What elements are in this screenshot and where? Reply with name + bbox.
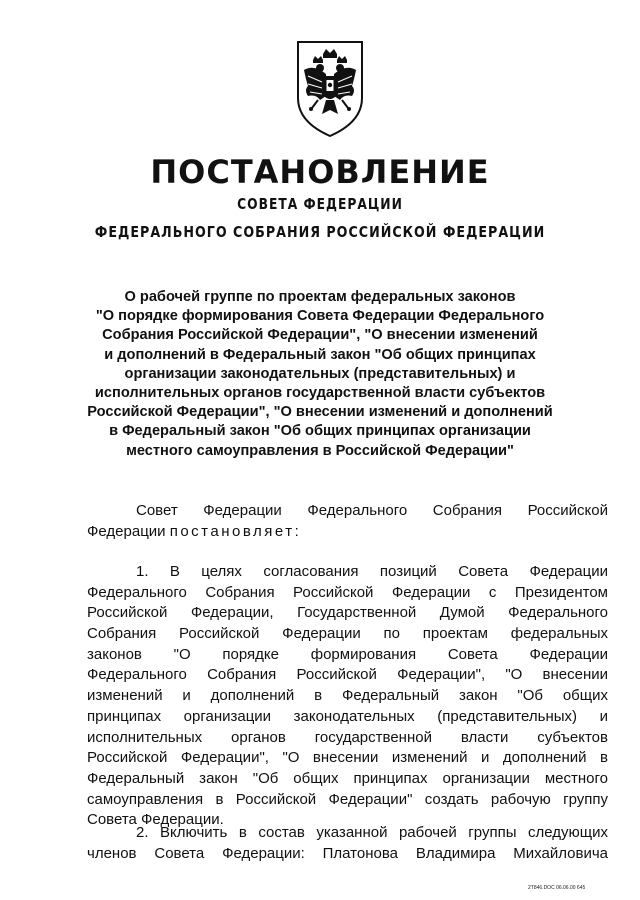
document-type-title: ПОСТАНОВЛЕНИЕ (150, 153, 490, 191)
subject-line: местного самоуправления в Российской Федерации" (126, 442, 514, 459)
item-2-line: членов Совета Федерации: Платонова Владимира Михайловича (87, 844, 608, 862)
item-1-line: изменений и дополнений в Федеральный закон "Об общих (87, 687, 608, 705)
item-1-line: Федерального Собрания Российской Федерации", "О внесении (87, 666, 608, 684)
item-1-line: законов "О порядке формирования Совета Федерации (87, 645, 608, 663)
item-1-line: Федеральный закон "Об общих принципах организации местного (87, 769, 608, 787)
subject-line: "О порядке формирования Совета Федерации Федерального (95, 308, 545, 325)
subject-line: Собрания Российской Федерации", "О внесении изменений (102, 327, 538, 344)
item-1-line: 1. В целях согласования позиций Совета Федерации (136, 563, 608, 580)
item-1-line: Федерального Собрания Российской Федерации с Президентом (87, 583, 608, 601)
subject-line: в Федеральный закон "Об общих принципах организации (109, 423, 531, 440)
subject-line: организации законодательных (представительных) и (124, 365, 516, 382)
coat-of-arms-icon (296, 40, 364, 138)
file-reference: 2T846.DOC 06.06.00 645 (528, 885, 586, 891)
item-1-line: самоуправления в Российской Федерации" создать рабочую группу (87, 790, 608, 808)
subject-line: Российской Федерации", "О внесении изменений и дополнений (87, 404, 553, 421)
item-1-line: Совета Федерации. (87, 811, 224, 829)
item-2-line: 2. Включить в состав указанной рабочей группы следующих (136, 824, 608, 841)
issuer-line-1: СОВЕТА ФЕДЕРАЦИИ (237, 195, 403, 213)
item-1-line: Собрания Российской Федерации по проектам федеральных (87, 625, 608, 643)
subject-line: О рабочей группе по проектам федеральных законов (124, 289, 516, 305)
intro-line: Совет Федерации Федерального Собрания Российской (136, 502, 608, 519)
item-1-paragraph (87, 562, 608, 831)
subject-line: исполнительных органов государственной власти субъектов (94, 385, 546, 402)
intro-line-start: Федерации (87, 522, 166, 540)
resolves-word: постановляет: (169, 522, 302, 540)
intro-line (87, 522, 608, 543)
item-2-paragraph (87, 823, 608, 864)
item-1-line: принципах организации законодательных (представительных) и (87, 707, 608, 725)
resolution-subject (0, 288, 640, 461)
item-1-line: исполнительных органов государственной власти субъектов (87, 728, 608, 746)
subject-line: и дополнений в Федеральный закон "Об общих принципах (104, 346, 536, 363)
intro-paragraph (87, 501, 608, 542)
issuer-line-2: ФЕДЕРАЛЬНОГО СОБРАНИЯ РОССИЙСКОЙ ФЕДЕРАЦИИ (94, 223, 546, 241)
item-1-line: Российской Федерации", "О внесении изменений и дополнений в (87, 749, 608, 767)
item-1-line: Российской Федерации, Государственной Думой Федерального (87, 604, 608, 622)
